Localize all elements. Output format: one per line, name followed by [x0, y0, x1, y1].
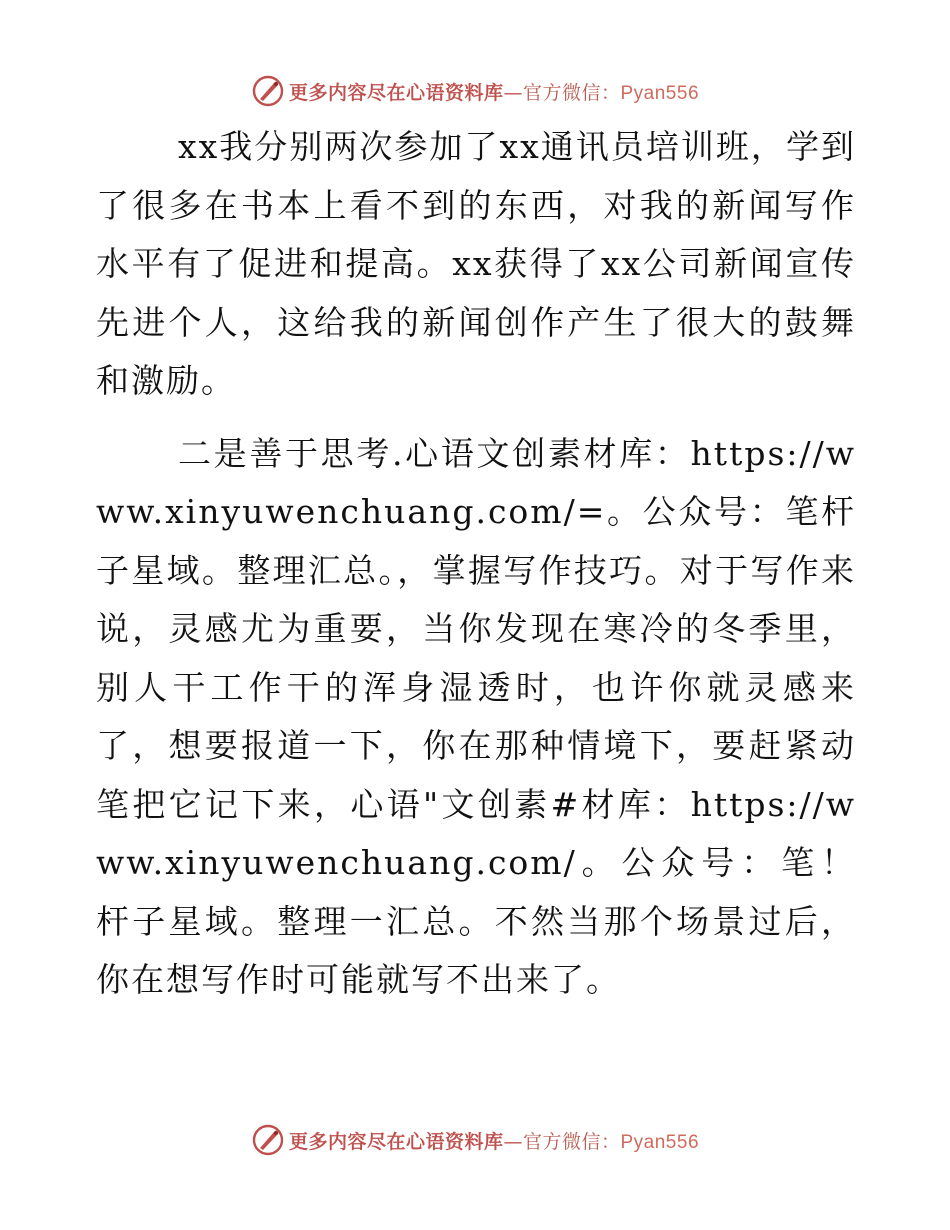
banner-wechat-account: Pyan556	[620, 1131, 700, 1153]
banner-separator: —	[503, 1130, 523, 1153]
header-banner	[0, 71, 950, 111]
banner-main-text: 更多内容尽在心语资料库	[288, 81, 504, 104]
paragraph-1: xx我分别两次参加了xx通讯员培训班，学到了很多在书本上看不到的东西，对我的新闻写作水平有了促进和提高。xx获得了xx公司新闻宣传先进个人，这给我的新闻创作产生了很大的鼓舞和激励。	[96, 127, 856, 400]
document-body	[96, 118, 856, 1010]
banner-main-text: 更多内容尽在心语资料库	[288, 1130, 504, 1153]
banner-wechat-label: 官方微信：	[522, 81, 621, 104]
banner-text	[289, 1127, 699, 1154]
banner-separator: —	[503, 81, 523, 104]
banner-text	[289, 78, 699, 105]
pen-circle-logo-icon	[251, 1123, 285, 1157]
footer-banner	[0, 1120, 950, 1160]
banner-wechat-account: Pyan556	[620, 82, 700, 104]
paragraph-2: 二是善于思考.心语文创素材库：https://www.xinyuwenchuang.com/=。公众号：笔杆子星域。整理汇总。，掌握写作技巧。对于写作来说，灵感尤为重要，当你发现在寒冷的冬季里，别人干工作干的浑身湿透时，也许你就灵感来了，想要报道一下，你在那种情境下，要赶紧动笔把它记下来，心语"文创素#材库：https://www.xinyuwenchuang.com/。公众号：笔！杆子星域。整理一汇总。不然当那个场景过后，你在想写作时可能就写不出来了。	[96, 433, 856, 999]
banner-wechat-label: 官方微信：	[522, 1130, 621, 1153]
pen-circle-logo-icon	[251, 74, 285, 108]
